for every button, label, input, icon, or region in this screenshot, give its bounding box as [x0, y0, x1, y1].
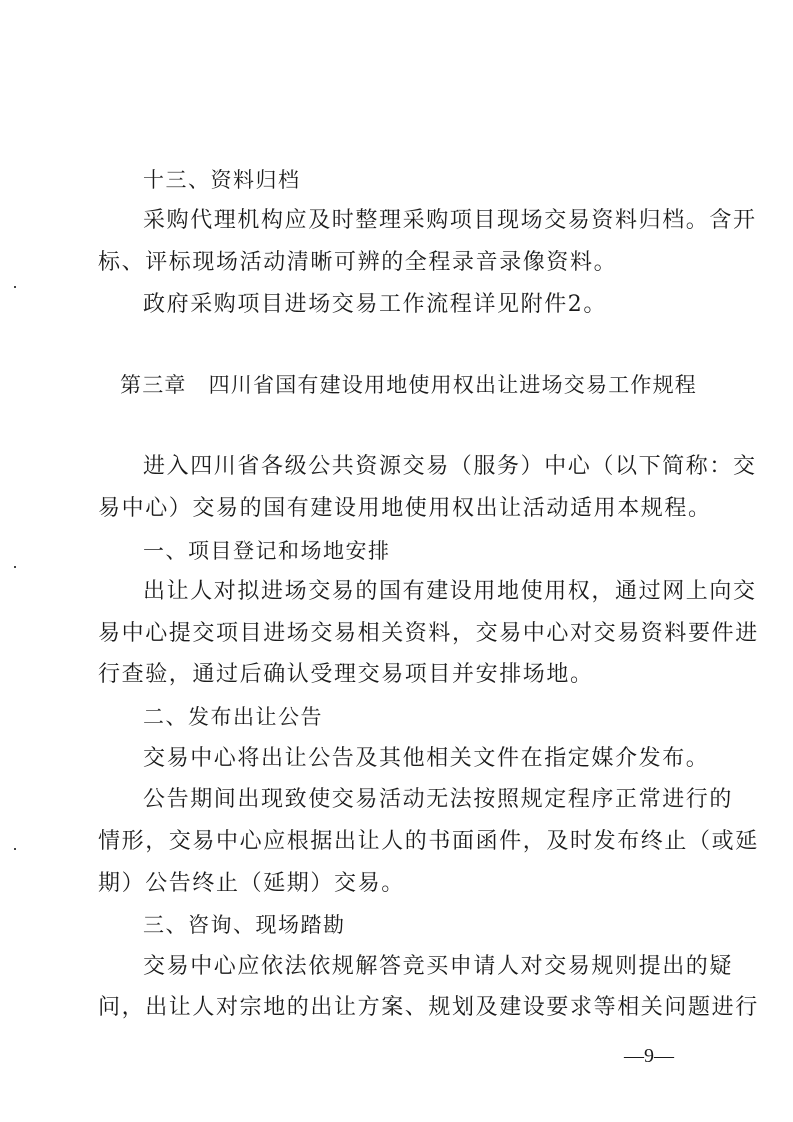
paragraph-line: 采购代理机构应及时整理采购项目现场交易资料归档。含开 [143, 208, 757, 233]
paragraph-line: 易中心提交项目进场交易相关资料，交易中心对交易资料要件进 [98, 621, 759, 646]
paragraph-line: 政府采购项目进场交易工作流程详见附件2。 [143, 292, 607, 317]
paragraph-line: 公告期间出现致使交易活动无法按照规定程序正常进行的 [143, 787, 734, 812]
paragraph-line: 进入四川省各级公共资源交易（服务）中心（以下简称：交 [143, 454, 757, 479]
margin-mark [14, 566, 16, 568]
paragraph-line: 行查验，通过后确认受理交易项目并安排场地。 [98, 662, 594, 687]
paragraph-line: 交易中心应依法依规解答竞买申请人对交易规则提出的疑 [143, 954, 734, 979]
margin-mark [14, 286, 16, 288]
paragraph-line: 交易中心将出让公告及其他相关文件在指定媒介发布。 [143, 746, 710, 771]
section-1-heading: 一、项目登记和场地安排 [143, 539, 391, 563]
paragraph-line: 标、评标现场活动清晰可辨的全程录音录像资料。 [98, 250, 618, 275]
section-2-heading: 二、发布出让公告 [143, 705, 323, 729]
paragraph-line: 出让人对拟进场交易的国有建设用地使用权，通过网上向交 [143, 579, 757, 604]
paragraph-line: 情形，交易中心应根据出让人的书面函件，及时发布终止（或延 [98, 829, 759, 854]
paragraph-line: 期）公告终止（延期）交易。 [98, 871, 405, 896]
margin-mark [14, 848, 16, 850]
paragraph-line: 易中心）交易的国有建设用地使用权出让活动适用本规程。 [98, 496, 712, 521]
chapter-title: 四川省国有建设用地使用权出让进场交易工作规程 [208, 373, 698, 397]
chapter-heading [120, 370, 697, 400]
section-13-heading: 十三、资料归档 [143, 168, 301, 192]
paragraph-line: 问，出让人对宗地的出让方案、规划及建设要求等相关问题进行 [98, 995, 759, 1020]
chapter-number: 第三章 [120, 373, 187, 397]
section-3-heading: 三、咨询、现场踏勘 [143, 913, 346, 937]
page-number: —9— [624, 1045, 674, 1067]
